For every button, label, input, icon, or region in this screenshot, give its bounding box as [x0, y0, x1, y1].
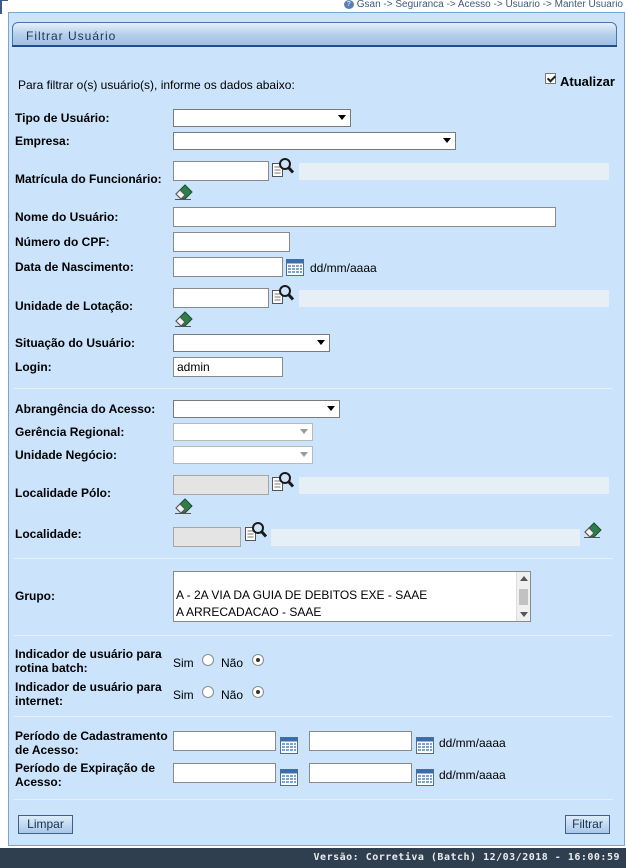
calendar-icon[interactable] — [416, 769, 434, 786]
internet-sim-label: Sim — [173, 688, 194, 702]
date-format-hint: dd/mm/aaaa — [439, 736, 506, 750]
login-label: Login: — [15, 360, 52, 374]
divider — [14, 558, 613, 559]
panel-title: Filtrar Usuário — [12, 22, 617, 47]
batch-sim-label: Sim — [173, 656, 194, 670]
cadastramento-fim-input[interactable] — [309, 731, 412, 751]
login-input[interactable]: admin — [173, 357, 283, 377]
unidade-negocio-select[interactable] — [173, 446, 313, 464]
expiracao-label-line2: Acesso: — [15, 775, 62, 789]
matricula-label: Matrícula do Funcionário: — [15, 172, 162, 186]
cadastramento-label-line1: Período de Cadastramento — [15, 729, 168, 743]
filtrar-button[interactable]: Filtrar — [565, 815, 610, 834]
cadastramento-inicio-input[interactable] — [173, 731, 276, 751]
localidade-description-field — [271, 529, 580, 546]
cpf-input[interactable] — [173, 232, 290, 252]
divider — [14, 799, 613, 800]
nome-input[interactable] — [173, 207, 556, 227]
situacao-select[interactable] — [173, 334, 330, 352]
tipo-usuario-label: Tipo de Usuário: — [15, 111, 110, 125]
calendar-icon[interactable] — [286, 259, 304, 276]
nascimento-input[interactable] — [173, 257, 283, 277]
left-edge-bar — [0, 0, 8, 14]
expiracao-fim-input[interactable] — [309, 763, 412, 783]
nascimento-label: Data de Nascimento: — [15, 260, 134, 274]
divider — [14, 716, 613, 717]
search-icon[interactable] — [272, 471, 294, 493]
batch-sim-radio[interactable] — [202, 654, 214, 666]
cpf-label: Número do CPF: — [15, 235, 110, 249]
abrangencia-label: Abrangência do Acesso: — [15, 402, 156, 416]
version-footer: Versão: Corretiva (Batch) 12/03/2018 - 16:00:59 — [0, 848, 626, 868]
batch-label-line1: Indicador de usuário para — [15, 647, 162, 661]
atualizar-checkbox[interactable] — [545, 73, 556, 84]
gerencia-select[interactable] — [173, 423, 313, 441]
expiracao-label-line1: Período de Expiração de — [15, 761, 156, 775]
batch-label-line2: rotina batch: — [15, 661, 88, 675]
eraser-icon[interactable] — [175, 311, 193, 327]
eraser-icon[interactable] — [175, 184, 193, 200]
localidade-input[interactable] — [173, 527, 241, 547]
calendar-icon[interactable] — [280, 769, 298, 786]
internet-label-line2: internet: — [15, 694, 63, 708]
localidade-polo-description-field — [299, 477, 609, 494]
localidade-label: Localidade: — [15, 527, 82, 541]
divider — [14, 635, 613, 636]
instruction-text: Para filtrar o(s) usuário(s), informe os dados abaixo: — [18, 78, 295, 92]
eraser-icon[interactable] — [584, 522, 602, 538]
empresa-label: Empresa: — [15, 134, 70, 148]
abrangencia-select[interactable] — [173, 400, 340, 418]
localidade-polo-label: Localidade Pólo: — [15, 486, 112, 500]
situacao-label: Situação do Usuário: — [15, 336, 136, 350]
grupo-listbox[interactable] — [173, 571, 531, 622]
grupo-option[interactable]: A ARRECADACAO - SAAE — [176, 605, 322, 619]
lotacao-label: Unidade de Lotação: — [15, 299, 134, 313]
listbox-scrollbar[interactable] — [516, 572, 530, 621]
limpar-button[interactable]: Limpar — [18, 815, 73, 834]
title-underline — [12, 45, 617, 47]
eraser-icon[interactable] — [175, 498, 193, 514]
batch-nao-radio[interactable] — [252, 654, 264, 666]
scroll-up-icon[interactable] — [520, 576, 528, 581]
help-icon[interactable]: ? — [344, 0, 354, 9]
gerencia-label: Gerência Regional: — [15, 425, 125, 439]
breadcrumb-text: Gsan -> Seguranca -> Acesso -> Usuario -> Manter Usuario — [356, 0, 623, 10]
scroll-thumb[interactable] — [519, 589, 528, 605]
grupo-option[interactable]: A - 2A VIA DA GUIA DE DEBITOS EXE - SAAE — [176, 588, 428, 602]
scroll-down-icon[interactable] — [520, 612, 528, 617]
chevron-down-icon — [300, 452, 308, 457]
divider — [14, 388, 613, 389]
lotacao-description-field — [299, 290, 609, 307]
chevron-down-icon — [338, 115, 346, 120]
expiracao-inicio-input[interactable] — [173, 763, 276, 783]
calendar-icon[interactable] — [280, 737, 298, 754]
search-icon[interactable] — [272, 284, 294, 306]
grupo-label: Grupo: — [15, 589, 55, 603]
lotacao-input[interactable] — [173, 288, 269, 308]
localidade-polo-input[interactable] — [173, 475, 269, 495]
chevron-down-icon — [327, 406, 335, 411]
breadcrumb — [344, 0, 623, 10]
internet-label-line1: Indicador de usuário para — [15, 680, 162, 694]
calendar-icon[interactable] — [416, 737, 434, 754]
atualizar-label: Atualizar — [560, 74, 615, 89]
internet-sim-radio[interactable] — [202, 686, 214, 698]
date-format-hint: dd/mm/aaaa — [439, 768, 506, 782]
empresa-select[interactable] — [173, 132, 456, 150]
cadastramento-label-line2: de Acesso: — [15, 743, 79, 757]
matricula-input[interactable] — [173, 161, 269, 181]
internet-nao-label: Não — [221, 688, 244, 702]
chevron-down-icon — [300, 429, 308, 434]
tipo-usuario-select[interactable] — [173, 109, 351, 127]
unidade-negocio-label: Unidade Negócio: — [15, 448, 118, 462]
internet-nao-radio[interactable] — [252, 686, 264, 698]
chevron-down-icon — [317, 340, 325, 345]
matricula-description-field — [299, 163, 609, 180]
search-icon[interactable] — [272, 157, 294, 179]
search-icon[interactable] — [245, 521, 267, 543]
date-format-hint: dd/mm/aaaa — [310, 261, 377, 275]
batch-nao-label: Não — [221, 656, 244, 670]
nome-label: Nome do Usuário: — [15, 210, 119, 224]
chevron-down-icon — [443, 138, 451, 143]
